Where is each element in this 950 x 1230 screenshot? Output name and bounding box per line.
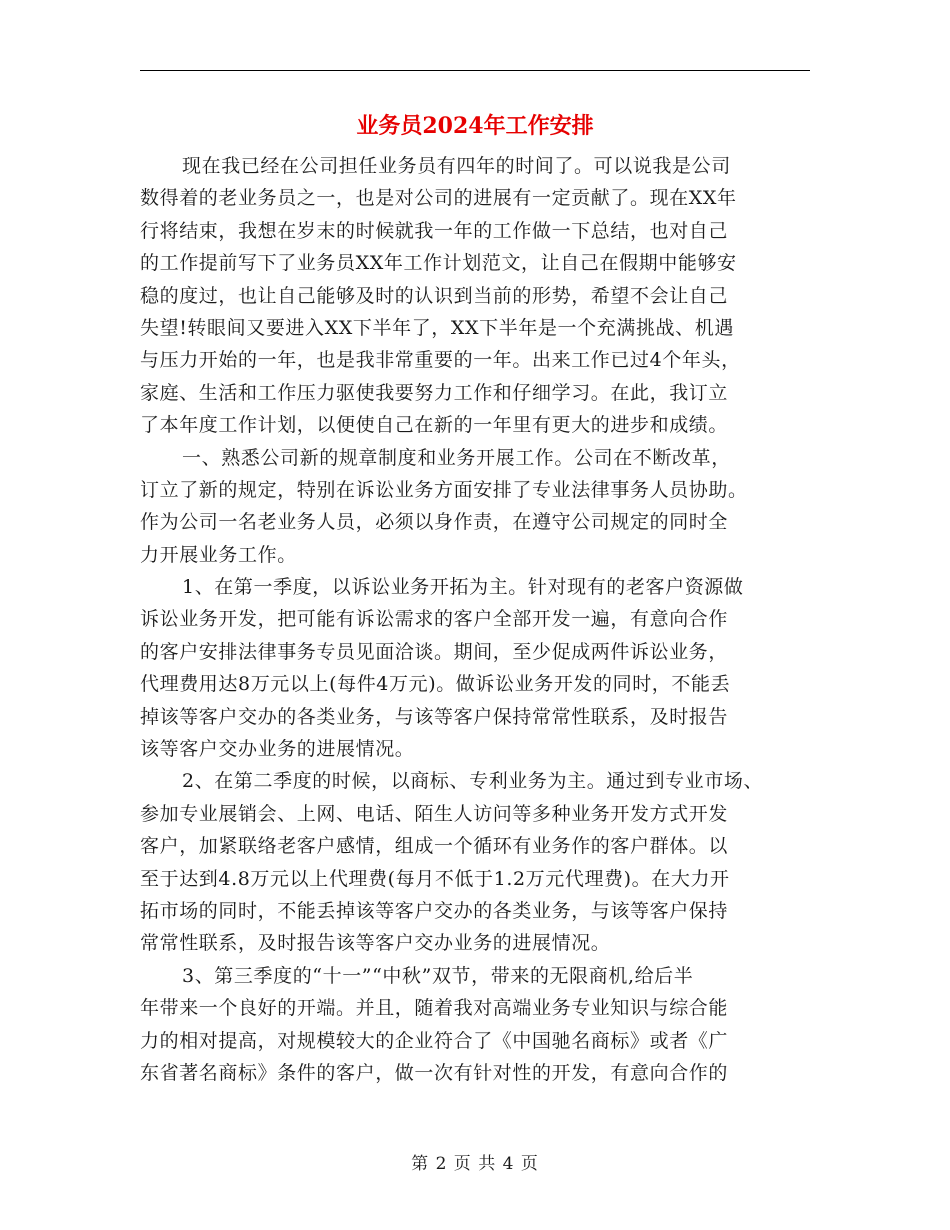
- text-line: 至于达到4.8万元以上代理费(每月不低于1.2万元代理费)。在大力开: [140, 867, 730, 890]
- text-line: 家庭、生活和工作压力驱使我要努力工作和仔细学习。在此，我订立: [140, 381, 729, 404]
- text-line: 该等客户交办业务的进展情况。: [140, 738, 415, 761]
- text-line: 客户，加紧联络老客户感情，组成一个循环有业务作的客户群体。以: [140, 835, 729, 858]
- text-line: 常常性联系，及时报告该等客户交办业务的进展情况。: [140, 932, 611, 955]
- header-rule: [140, 70, 810, 71]
- text-line: 行将结束，我想在岁末的时候就我一年的工作做一下总结，也对自己: [140, 219, 729, 242]
- document-body: [140, 150, 810, 1089]
- text-line: 2、在第二季度的时候，以商标、专利业务为主。通过到专业市场、: [182, 770, 764, 793]
- text-line: 拓市场的同时，不能丢掉该等客户交办的各类业务，与该等客户保持: [140, 899, 729, 922]
- text-line: 掉该等客户交办的各类业务，与该等客户保持常常性联系，及时报告: [140, 705, 729, 728]
- text-line: 现在我已经在公司担任业务员有四年的时间了。可以说我是公司: [182, 155, 731, 177]
- text-line: 订立了新的规定，特别在诉讼业务方面安排了专业法律事务人员协助。: [140, 478, 748, 501]
- text-line: 的工作提前写下了业务员XX年工作计划范文，让自己在假期中能够安: [140, 252, 737, 275]
- page-number-footer: 第 2 页 共 4 页: [411, 1154, 539, 1174]
- text-line: 东省著名商标》条件的客户，做一次有针对性的开发，有意向合作的: [140, 1061, 729, 1084]
- text-line: 力的相对提高，对规模较大的企业符合了《中国驰名商标》或者《广: [140, 1029, 729, 1052]
- text-line: 年带来一个良好的开端。并且，随着我对高端业务专业知识与综合能: [140, 997, 729, 1020]
- text-line: 了本年度工作计划，以便使自己在新的一年里有更大的进步和成绩。: [140, 414, 729, 437]
- text-line: 3、第三季度的“十一”“中秋”双节，带来的无限商机,给后半: [182, 964, 694, 987]
- document-title: 业务员2024年工作安排: [356, 113, 594, 139]
- text-line: 代理费用达8万元以上(每件4万元)。做诉讼业务开发的同时，不能丢: [140, 673, 731, 696]
- text-line: 力开展业务工作。: [140, 543, 297, 566]
- text-line: 诉讼业务开发，把可能有诉讼需求的客户全部开发一遍，有意向合作: [140, 608, 729, 631]
- text-line: 参加专业展销会、上网、电话、陌生人访问等多种业务开发方式开发: [140, 802, 729, 825]
- text-line: 作为公司一名老业务人员，必须以身作责，在遵守公司规定的同时全: [140, 511, 729, 534]
- text-line: 数得着的老业务员之一，也是对公司的进展有一定贡献了。现在XX年: [140, 187, 737, 210]
- text-line: 1、在第一季度，以诉讼业务开拓为主。针对现有的老客户资源做: [182, 576, 744, 599]
- text-line: 稳的度过，也让自己能够及时的认识到当前的形势，希望不会让自己: [140, 284, 729, 307]
- text-line: 一、熟悉公司新的规章制度和业务开展工作。公司在不断改革，: [182, 446, 731, 469]
- text-line: 的客户安排法律事务专员见面洽谈。期间，至少促成两件诉讼业务，: [140, 640, 729, 663]
- text-line: 失望!转眼间又要进入XX下半年了，XX下半年是一个充满挑战、机遇: [140, 316, 734, 339]
- text-line: 与压力开始的一年，也是我非常重要的一年。出来工作已过4个年头，: [140, 349, 741, 372]
